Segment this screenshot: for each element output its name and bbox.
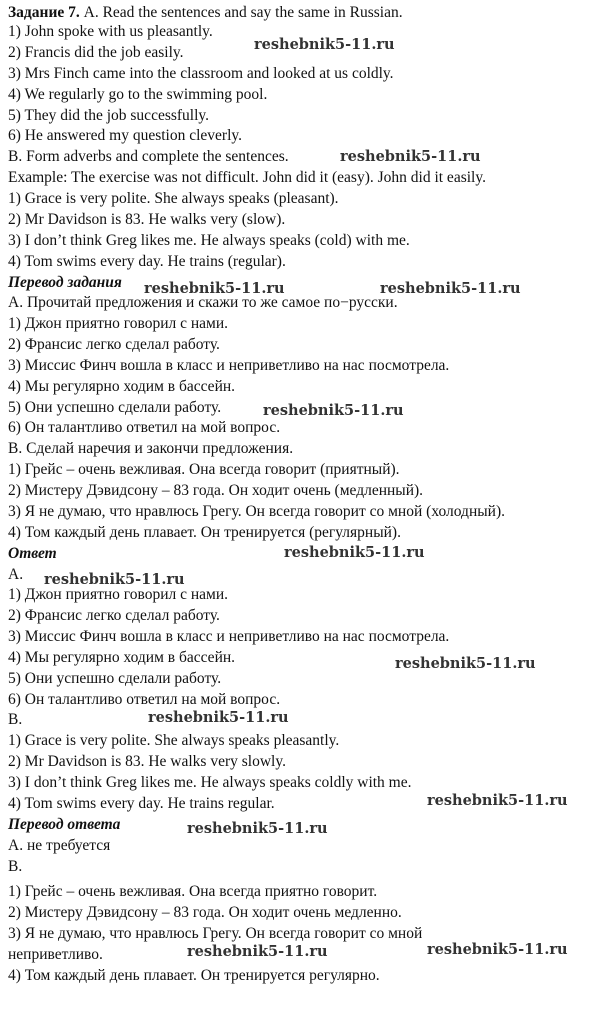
answer-a-item-3: 3) Миссис Финч вошла в класс и неприветливо на нас посмотрела. [8,628,450,645]
answer-translation-a: А. не требуется [8,837,111,854]
watermark: reshebnik5-11.ru [380,280,521,297]
answer-a-label: A. [8,566,24,583]
b-item-en-1: 1) Grace is very polite. She always speaks (pleasant). [8,190,339,207]
watermark: reshebnik5-11.ru [427,941,568,958]
answer-translation-b-item-2: 2) Мистеру Дэвидсону – 83 года. Он ходит очень медленно. [8,904,402,921]
answer-b-item-3: 3) I don’t think Greg likes me. He always speaks coldly with me. [8,774,412,791]
translation-b-item-2: 2) Мистеру Дэвидсону – 83 года. Он ходит очень (медленный). [8,482,424,499]
watermark: reshebnik5-11.ru [284,544,425,561]
answer-a-item-6: 6) Он талантливо ответил на мой вопрос. [8,691,281,708]
watermark: reshebnik5-11.ru [187,943,328,960]
watermark: reshebnik5-11.ru [263,402,404,419]
answer-b-label: B. [8,711,23,728]
translation-b-item-3: 3) Я не думаю, что нравлюсь Грегу. Он всегда говорит со мной (холодный). [8,503,505,520]
translation-sentence-1: 1) Джон приятно говорил с нами. [8,315,229,332]
translation-sentence-4: 4) Мы регулярно ходим в бассейн. [8,378,236,395]
sentence-en-1: 1) John spoke with us pleasantly. [8,23,213,40]
translation-heading: Перевод задания [8,274,122,291]
answer-a-item-2: 2) Франсис легко сделал работу. [8,607,220,624]
answer-a-item-5: 5) Они успешно сделали работу. [8,670,222,687]
answer-a-item-4: 4) Мы регулярно ходим в бассейн. [8,649,236,666]
answer-translation-b-item-3: 3) Я не думаю, что нравлюсь Грегу. Он всегда говорит со мной [8,925,423,942]
watermark: reshebnik5-11.ru [254,36,395,53]
answer-a-item-1: 1) Джон приятно говорил с нами. [8,586,229,603]
answer-translation-b-label: В. [8,858,23,875]
translation-sentence-6: 6) Он талантливо ответил на мой вопрос. [8,419,281,436]
answer-translation-b-item-1: 1) Грейс – очень вежливая. Она всегда приятно говорит. [8,883,378,900]
answer-b-item-1: 1) Grace is very polite. She always speaks pleasantly. [8,732,340,749]
translation-sentence-5: 5) Они успешно сделали работу. [8,399,222,416]
translation-sentence-2: 2) Франсис легко сделал работу. [8,336,220,353]
answer-translation-heading: Перевод ответа [8,816,121,833]
b-item-en-2: 2) Mr Davidson is 83. He walks very (slow). [8,211,286,228]
answer-translation-b-item-4: 4) Том каждый день плавает. Он тренируется регулярно. [8,967,380,984]
b-item-en-3: 3) I don’t think Greg likes me. He always speaks (cold) with me. [8,232,410,249]
b-item-en-4: 4) Tom swims every day. He trains (regular). [8,253,286,270]
answer-heading: Ответ [8,545,57,562]
task-intro: A. Read the sentences and say the same in Russian. [79,4,403,21]
sentence-en-5: 5) They did the job successfully. [8,107,210,124]
watermark: reshebnik5-11.ru [148,709,289,726]
watermark: reshebnik5-11.ru [395,655,536,672]
translation-a: А. Прочитай предложения и скажи то же самое по−русски. [8,294,398,311]
translation-sentence-3: 3) Миссис Финч вошла в класс и неприветливо на нас посмотрела. [8,357,450,374]
sentence-en-4: 4) We regularly go to the swimming pool. [8,86,268,103]
answer-translation-b-item-3-continued: неприветливо. [8,946,103,963]
answer-b-item-2: 2) Mr Davidson is 83. He walks very slowly. [8,753,286,770]
sentence-en-6: 6) He answered my question cleverly. [8,127,242,144]
translation-b-item-4: 4) Том каждый день плавает. Он тренируется (регулярный). [8,524,401,541]
watermark: reshebnik5-11.ru [427,792,568,809]
translation-b: В. Сделай наречия и закончи предложения. [8,440,294,457]
answer-b-item-4: 4) Tom swims every day. He trains regular. [8,795,275,812]
sentence-en-2: 2) Francis did the job easily. [8,44,184,61]
part-b-en: B. Form adverbs and complete the sentences. [8,148,289,165]
task-heading: Задание 7. [8,4,80,21]
watermark: reshebnik5-11.ru [340,148,481,165]
example-en: Example: The exercise was not difficult. John did it (easy). John did it easily. [8,169,486,186]
sentence-en-3: 3) Mrs Finch came into the classroom and looked at us coldly. [8,65,394,82]
watermark: reshebnik5-11.ru [44,571,185,588]
translation-b-item-1: 1) Грейс – очень вежливая. Она всегда говорит (приятный). [8,461,400,478]
watermark: reshebnik5-11.ru [144,280,285,297]
task-title-line [8,3,403,23]
watermark: reshebnik5-11.ru [187,820,328,837]
